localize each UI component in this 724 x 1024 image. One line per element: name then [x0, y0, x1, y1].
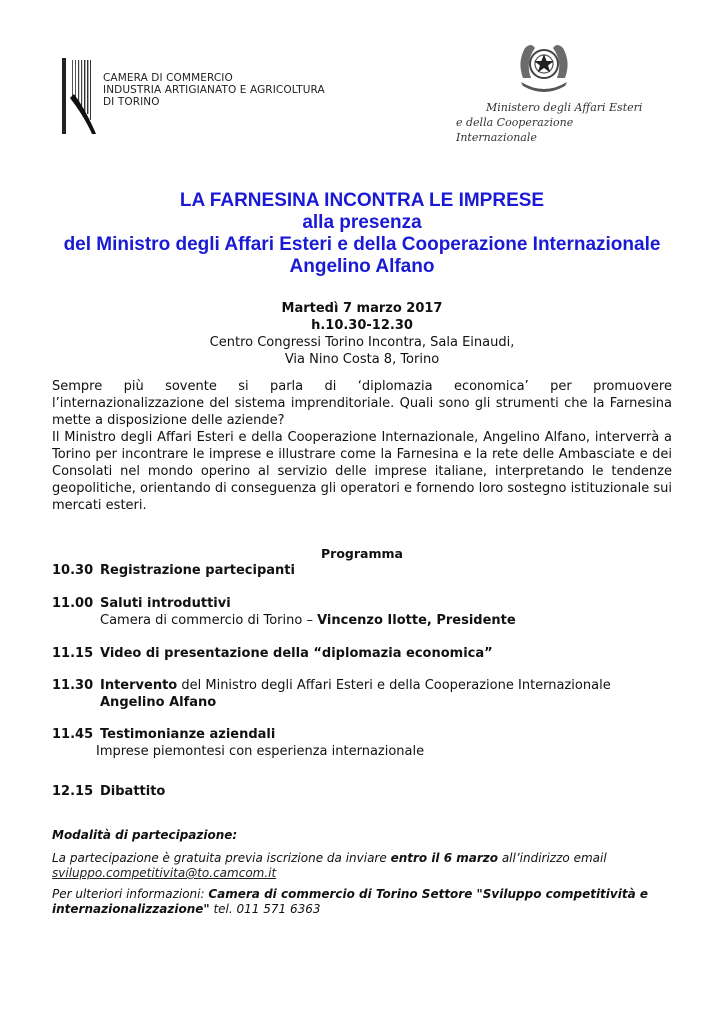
italian-republic-emblem-icon: [515, 38, 573, 98]
programme-item: [52, 595, 231, 612]
participation-text: [52, 851, 672, 881]
programme-title: Dibattito: [100, 784, 166, 799]
chamber-name-line-2: INDUSTRIA ARTIGIANATO E AGRICOLTURA: [103, 84, 325, 96]
event-title: [0, 190, 724, 278]
intro-paragraph-1: Sempre più sovente si parla di ‘diplomazia economica’ per promuovere l’internazionalizzazione del sistema imprenditoriale. Quali sono gli strumenti che la Farnesina mette a disposizione delle aziende?: [52, 379, 672, 428]
info-office: Camera di commercio di Torino Settore "Sviluppo competitività e internazionalizzazione": [52, 887, 648, 916]
programme-speaker: Angelino Alfano: [100, 695, 217, 710]
event-title-line-4: Angelino Alfano: [289, 256, 435, 277]
chamber-name: [103, 72, 325, 108]
programme-title: Video di presentazione della “diplomazia economica”: [100, 646, 493, 661]
programme-time: 11.45: [52, 727, 94, 742]
intro-text: [52, 378, 672, 514]
chamber-of-commerce-logo: [62, 58, 96, 134]
email-link[interactable]: sviluppo.competitivita@to.camcom.it: [52, 866, 277, 880]
participation-text-end: all’indirizzo email: [498, 851, 607, 865]
participation-deadline: entro il 6 marzo: [390, 851, 498, 865]
programme-subtitle-text: Camera di commercio di Torino –: [100, 613, 318, 628]
event-time: h.10.30-12.30: [311, 318, 413, 333]
programme-time: 10.30: [52, 563, 94, 578]
ministry-name-line-2: e della Cooperazione Internazionale: [456, 116, 574, 144]
ministry-name-line-1: Ministero degli Affari Esteri: [486, 101, 643, 114]
chamber-name-line-3: DI TORINO: [103, 96, 160, 108]
participation-text-start: La partecipazione è gratuita previa iscrizione da inviare: [52, 851, 391, 865]
programme-item: [52, 783, 165, 800]
programme-speaker: Vincenzo Ilotte, Presidente: [317, 613, 516, 628]
event-address: Via Nino Costa 8, Torino: [284, 352, 440, 367]
programme-item: [52, 562, 295, 579]
info-phone: tel. 011 571 6363: [209, 902, 321, 916]
event-date: Martedì 7 marzo 2017: [281, 301, 443, 316]
programme-item: [52, 726, 275, 743]
event-title-line-3: del Ministro degli Affari Esteri e della Cooperazione Internazionale: [63, 234, 661, 255]
event-title-line-1: LA FARNESINA INCONTRA LE IMPRESE: [179, 190, 545, 211]
chamber-name-line-1: CAMERA DI COMMERCIO: [103, 72, 233, 84]
programme-item: [52, 677, 611, 694]
programme-subtitle: [96, 743, 424, 760]
programme-time: 12.15: [52, 784, 94, 799]
participation-heading: Modalità di partecipazione:: [52, 828, 238, 842]
programme-item: [52, 645, 493, 662]
event-title-line-2: alla presenza: [302, 212, 422, 233]
programme-title: Registrazione partecipanti: [100, 563, 295, 578]
info-text-start: Per ulteriori informazioni:: [52, 887, 209, 901]
event-venue: Centro Congressi Torino Incontra, Sala Einaudi,: [209, 335, 515, 350]
programme-subtitle: [100, 694, 216, 711]
programme-title: Testimonianze aziendali: [100, 727, 276, 742]
info-text: [52, 887, 672, 917]
programme-title-rest: del Ministro degli Affari Esteri e della Cooperazione Internazionale: [177, 678, 611, 693]
event-details: [0, 300, 724, 368]
programme-title: Saluti introduttivi: [100, 596, 231, 611]
programme-time: 11.15: [52, 646, 94, 661]
programme-subtitle: [100, 612, 516, 629]
ministry-name: [448, 100, 648, 145]
programme-heading: Programma: [321, 546, 403, 561]
programme-time: 11.00: [52, 596, 94, 611]
intro-paragraph-2: Il Ministro degli Affari Esteri e della Cooperazione Internazionale, Angelino Alfano, interverrà a Torino per incontrare le imprese e illustrare come la Farnesina e la rete delle Ambasciate e dei Consolati nel mondo operino al servizio delle imprese italiane, interpretando le tendenze geopolitiche, orientando di conseguenza gli operatori e fornendo loro sostegno istituzionale sui mercati esteri.: [52, 430, 672, 513]
programme-time: 11.30: [52, 678, 94, 693]
programme-subtitle-text: Imprese piemontesi con esperienza internazionale: [96, 744, 425, 759]
programme-title: Intervento: [100, 678, 178, 693]
